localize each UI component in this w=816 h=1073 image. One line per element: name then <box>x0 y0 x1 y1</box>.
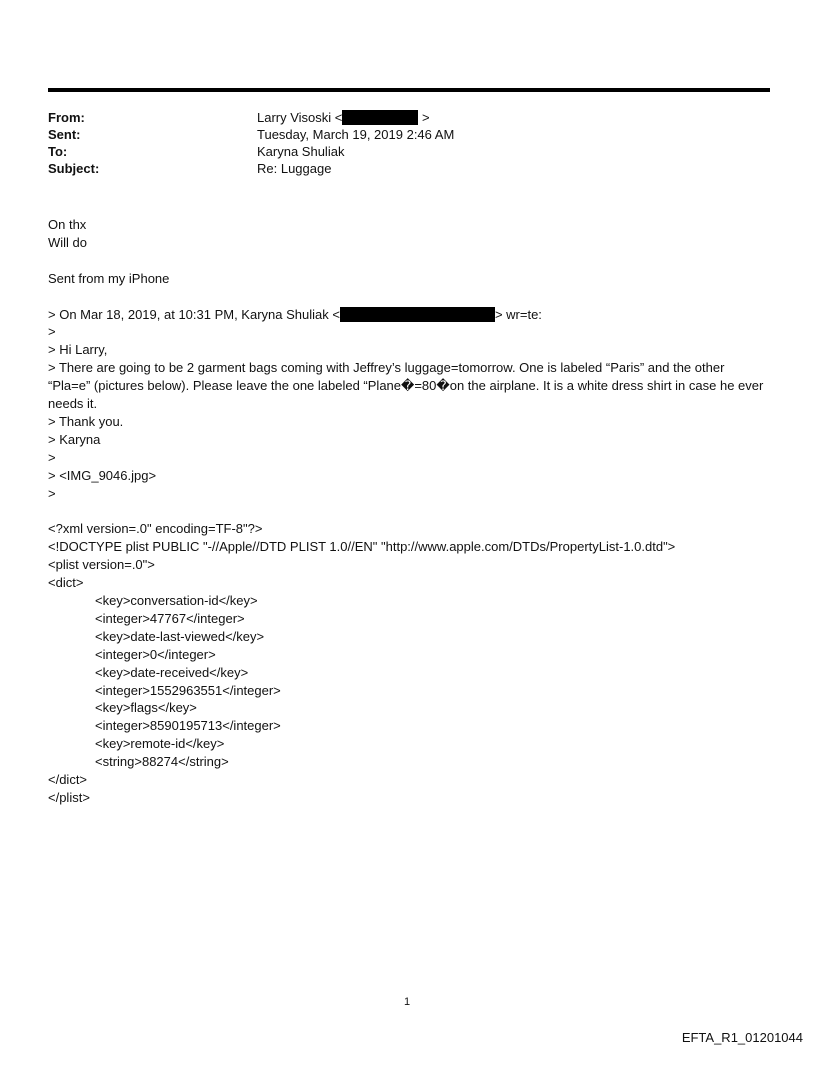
from-label: From: <box>48 110 85 125</box>
page-number: 1 <box>404 996 411 1008</box>
xml-line: <!DOCTYPE plist PUBLIC "-//Apple//DTD PLIST 1.0//EN" "http://www.apple.com/DTDs/PropertyList-1.0.dtd"> <box>48 539 676 555</box>
quote-start: > On Mar 18, 2019, at 10:31 PM, Karyna Shuliak < <box>48 306 340 322</box>
redaction-box <box>342 110 418 125</box>
xml-line: <key>remote-id</key> <box>95 736 225 752</box>
xml-line: </plist> <box>48 789 90 805</box>
quote-header <box>48 306 768 324</box>
from-end: > <box>422 110 430 125</box>
quote-end: > wr=te: <box>494 306 542 322</box>
body-line: Will do <box>48 234 88 250</box>
xml-line: <key>flags</key> <box>95 700 197 716</box>
to-value: Karyna Shuliak <box>257 144 345 159</box>
xml-line: <integer>0</integer> <box>95 646 216 662</box>
header-rule <box>48 88 770 92</box>
xml-line: <plist version=.0"> <box>48 557 155 573</box>
quote-line: > <box>48 449 56 465</box>
xml-line: </dict> <box>48 772 88 788</box>
redaction-box <box>340 307 495 322</box>
xml-line: <key>date-last-viewed</key> <box>95 628 265 644</box>
xml-line: <key>conversation-id</key> <box>95 592 258 608</box>
subject-label: Subject: <box>48 161 100 176</box>
quote-line: > Hi Larry, <box>48 342 108 358</box>
quote-line: > There are going to be 2 garment bags coming with Jeffrey’s luggage=tomorrow. One is labeled “Paris” and the other “Pla=e” (pictures below). Please leave the one labeled “Plane�=80�on the airplane. It is a white dress shirt in case he ever needs it. <box>48 360 767 412</box>
from-name: Larry Visoski < <box>257 110 343 125</box>
quote-line: > <box>48 485 56 501</box>
body-line: On thx <box>48 217 87 232</box>
from-value <box>257 109 430 126</box>
xml-line: <integer>1552963551</integer> <box>95 682 281 698</box>
sent-value: Tuesday, March 19, 2019 2:46 AM <box>257 127 455 142</box>
document-id: EFTA_R1_01201044 <box>681 1030 803 1045</box>
blank-line <box>48 502 768 520</box>
sent-label: Sent: <box>48 127 81 142</box>
quote-line: > Karyna <box>48 431 101 447</box>
quote-line: > <box>48 324 56 340</box>
xml-line: <integer>8590195713</integer> <box>95 718 281 734</box>
body-line: Sent from my iPhone <box>48 270 170 286</box>
quote-line: > <IMG_9046.jpg> <box>48 467 157 483</box>
xml-line: <integer>47767</integer> <box>95 610 245 626</box>
xml-line: <dict> <box>48 575 84 591</box>
blank-line <box>48 252 768 270</box>
xml-line: <?xml version=.0" encoding=TF-8"?> <box>48 521 263 537</box>
xml-line: <key>date-received</key> <box>95 664 249 680</box>
xml-line: <string>88274</string> <box>95 754 229 770</box>
blank-line <box>48 288 768 306</box>
subject-value: Re: Luggage <box>257 161 332 176</box>
email-body <box>48 216 768 807</box>
to-label: To: <box>48 144 68 159</box>
quote-line: > Thank you. <box>48 413 124 429</box>
